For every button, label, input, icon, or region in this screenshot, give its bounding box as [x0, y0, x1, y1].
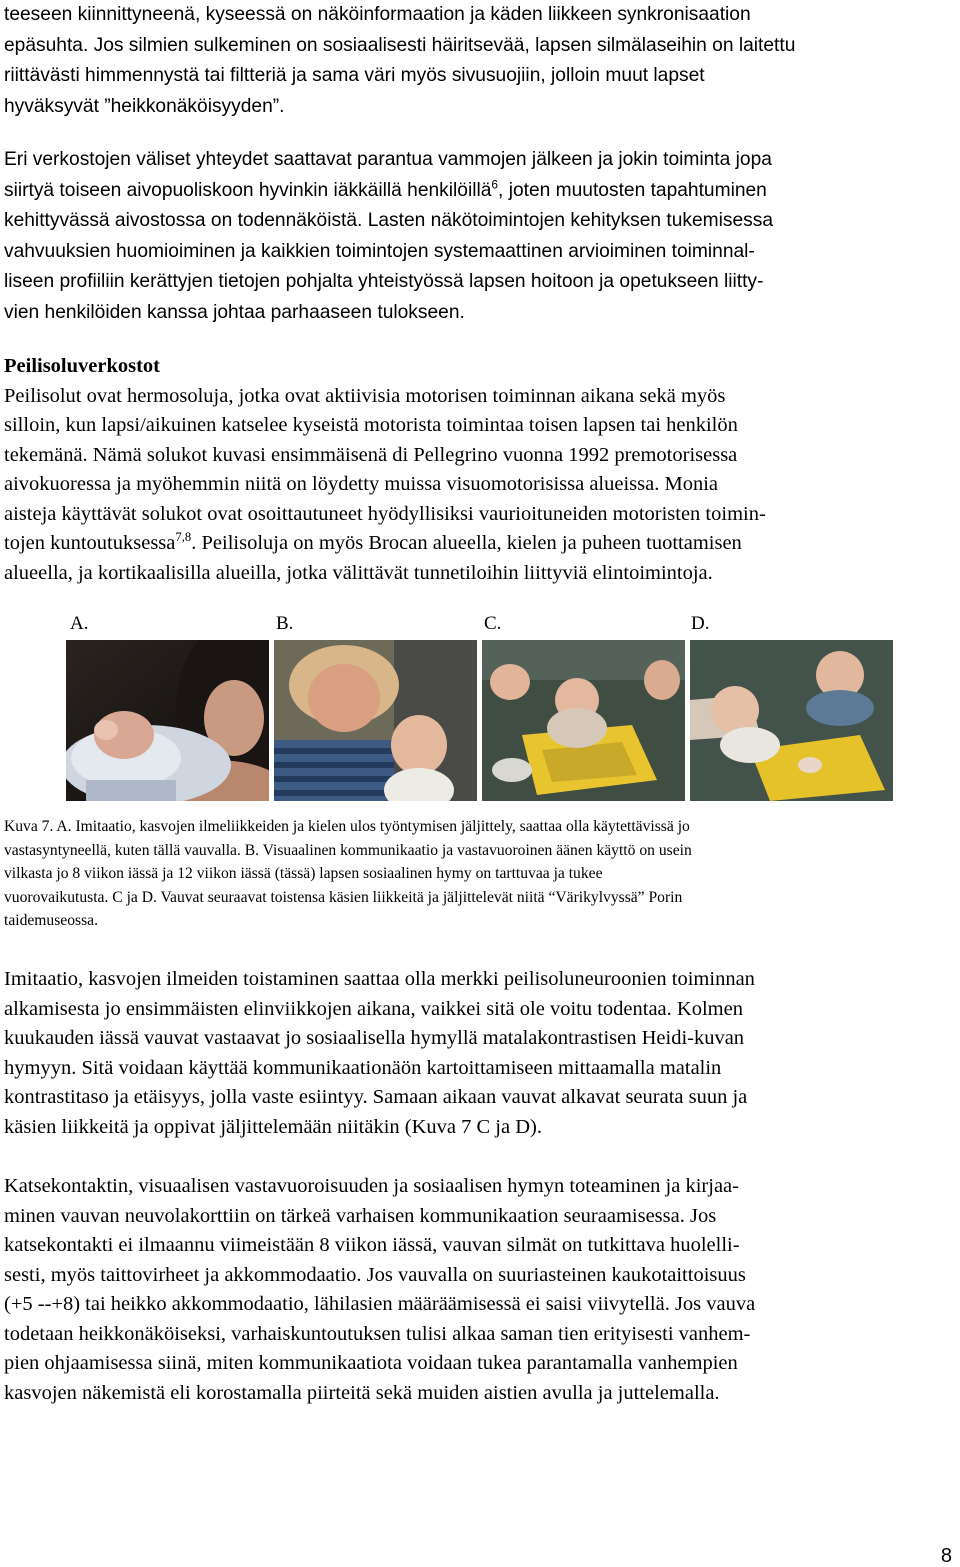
text-line: Eri verkostojen väliset yhteydet saattavat parantua vammojen jälkeen ja jokin toiminta jopa: [4, 149, 772, 170]
page-number: 8: [940, 1545, 952, 1567]
text-line: [4, 176, 956, 207]
text-line: hyväksyvät ”heikkonäköisyyden”.: [4, 95, 285, 117]
citation-superscript: 7,8: [175, 529, 192, 544]
photo-smiling-baby-with-adult: [274, 640, 477, 801]
caption-line: taidemuseossa.: [4, 912, 98, 930]
text-line: kasvojen näkemistä eli korostamalla piirteitä sekä muiden aistien avulla ja juttelemalla.: [4, 1381, 720, 1404]
text-line: riittävästi himmennystä tai filtteriä ja sama väri myös sivusuojiin, jolloin muut lapset: [4, 65, 705, 86]
text-line: teeseen kiinnittyneenä, kyseessä on näköinformaation ja käden liikkeen synkronisaation: [4, 4, 751, 25]
text-fragment: , joten muutosten tapahtuminen: [498, 179, 767, 201]
text-line: aisteja käyttävät solukot ovat osoittautuneet hyödyllisiksi vaurioituneiden motoristen toimin-: [4, 502, 766, 525]
text-line: (+5 --+8) tai heikko akkommodaatio, lähilasien määräämisessä ei saisi viivytellä. Jos vauva: [4, 1293, 756, 1315]
text-line: minen vauvan neuvolakorttiin on tärkeä varhaisen kommunikaation seuraamisessa. Jos: [4, 1204, 717, 1227]
text-line: hymyyn. Sitä voidaan käyttää kommunikaationäön kartoittamiseen mittaamalla matalin: [4, 1056, 722, 1079]
text-line: silloin, kun lapsi/aikuinen katselee kyseistä motorista toimintaa toisen lapsen tai henkilön: [4, 414, 738, 436]
text-line: Peilisolut ovat hermosoluja, jotka ovat aktiivisia motorisen toiminnan aikana sekä myös: [4, 384, 726, 407]
section-mirror-neurons: [4, 352, 956, 588]
photo-newborn-with-mother: [66, 640, 269, 801]
text-line: alkamisesta jo ensimmäisten elinviikkojen aikana, vaikkei sitä ole voitu todentaa. Kolmen: [4, 997, 743, 1020]
figure-caption: [4, 815, 956, 933]
paragraph-eye-contact: [4, 1172, 956, 1408]
paragraph-networks: [4, 145, 956, 328]
text-line: kontrastitaso ja etäisyys, jolla vaste esiintyy. Samaan aikaan vauvat alkavat seurata suun ja: [4, 1086, 748, 1108]
paragraph-imitation: [4, 965, 956, 1142]
figure-label-a: A.: [70, 613, 89, 634]
text-fragment: siirtyä toiseen aivopuoliskoon hyvinkin iäkkäillä henkilöillä: [4, 179, 492, 201]
text-line: katsekontakti ei ilmaannu viimeistään 8 viikon iässä, vauvan silmät on tutkittava huolelli-: [4, 1234, 740, 1256]
text-line: kehittyvässä aivostossa on todennäköistä. Lasten näkötoimintojen kehityksen tukemisessa: [4, 210, 773, 231]
text-line: käsien liikkeitä ja oppivat jäljittelemään niitäkin (Kuva 7 C ja D).: [4, 1115, 542, 1138]
text-fragment: . Peilisoluja on myös Brocan alueella, kielen ja puheen tuottamisen: [191, 532, 742, 554]
text-line: Katsekontaktin, visuaalisen vastavuoroisuuden ja sosiaalisen hymyn toteaminen ja kirjaa-: [4, 1175, 739, 1197]
text-line: kuukauden iässä vauvat vastaavat jo sosiaalisella hymyllä matalakontrastisen Heidi-kuvan: [4, 1027, 745, 1049]
caption-line: vilkasta jo 8 viikon iässä ja 12 viikon iässä (tässä) lapsen sosiaalinen hymy on tarttuvaa ja tukee: [4, 865, 603, 883]
section-heading: Peilisoluverkostot: [4, 355, 161, 377]
caption-line: vastasyntyneellä, kuten tällä vauvalla. B. Visuaalinen kommunikaatio ja vastavuoroinen äänen käyttö on usein: [4, 841, 692, 859]
paragraph-intro: [4, 0, 956, 122]
citation-superscript: 6: [491, 176, 499, 191]
text-fragment: tojen kuntoutuksessa: [4, 532, 176, 554]
figure-label-d: D.: [691, 613, 710, 634]
text-line: vien henkilöiden kanssa johtaa parhaaseen tulokseen.: [4, 301, 465, 323]
photo-babies-painting-2: [690, 640, 893, 801]
caption-line: Kuva 7. A. Imitaatio, kasvojen ilmeliikkeiden ja kielen ulos työntymisen jäljittely, saattaa olla käytettävissä jo: [4, 818, 690, 835]
text-line: vahvuuksien huomioiminen ja kaikkien toimintojen systemaattinen arvioiminen toiminnal-: [4, 240, 755, 262]
text-line: todetaan heikkonäköiseksi, varhaiskuntoutuksen tulisi alkaa saman tien erityisesti vanhem-: [4, 1322, 751, 1345]
caption-line: vuorovaikutusta. C ja D. Vauvat seuraavat toistensa käsien liikkeitä ja jäljittelevät niitä “Värikylvyssä” Porin: [4, 888, 683, 906]
text-line: [4, 529, 956, 559]
photo-babies-painting-1: [482, 640, 685, 801]
text-line: alueella, ja kortikaalisilla alueilla, jotka välittävät tunnetiloihin liittyviä elintoimintoja.: [4, 561, 713, 584]
text-line: tekemänä. Nämä solukot kuvasi ensimmäisenä di Pellegrino vuonna 1992 premotorisessa: [4, 443, 738, 466]
text-line: pien ohjaamisessa siinä, miten kommunikaatiota voidaan tukea parantamalla vanhempien: [4, 1352, 738, 1374]
text-line: sesti, myös taittovirheet ja akkommodaatio. Jos vauvalla on suuriasteinen kaukotaittoisuus: [4, 1263, 746, 1286]
figure-label-c: C.: [484, 613, 502, 634]
text-line: aivokuoressa ja myöhemmin niitä on löydetty muissa visuomotorisissa alueissa. Monia: [4, 473, 718, 495]
text-line: epäsuhta. Jos silmien sulkeminen on sosiaalisesti häiritsevää, lapsen silmälaseihin on laitettu: [4, 34, 796, 56]
figure-label-b: B.: [276, 613, 294, 634]
text-line: liseen profiiliin kerättyjen tietojen pohjalta yhteistyössä lapsen hoitoon ja opetukseen liitty-: [4, 271, 764, 292]
text-line: Imitaatio, kasvojen ilmeiden toistaminen saattaa olla merkki peilisoluneuroonien toiminnan: [4, 968, 755, 990]
